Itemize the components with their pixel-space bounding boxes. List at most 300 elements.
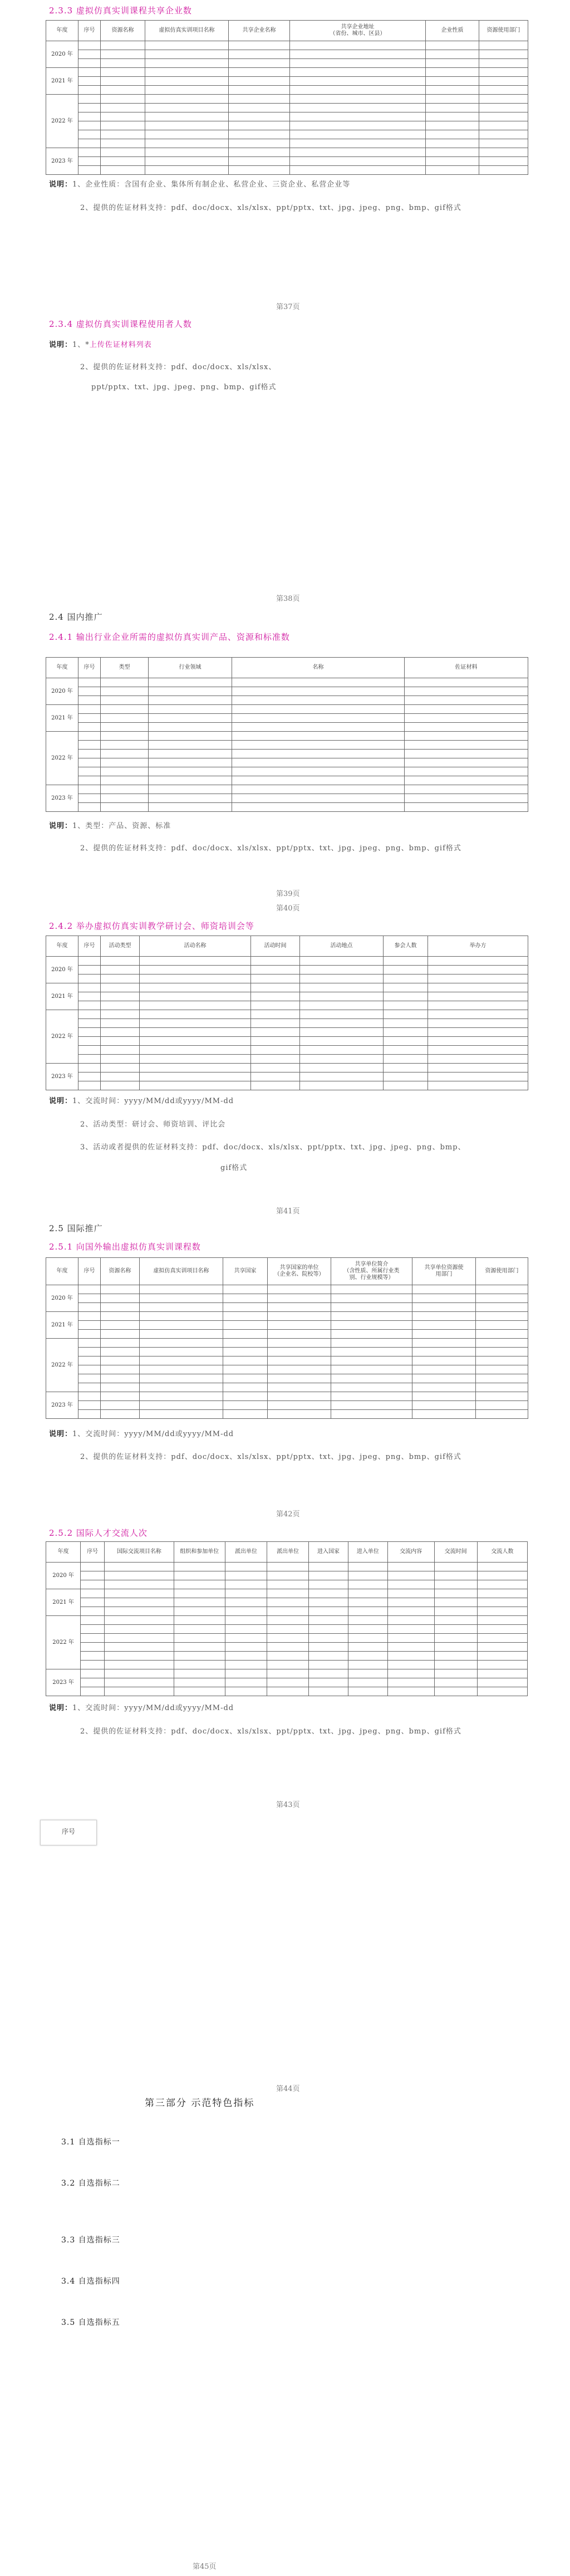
table-cell[interactable] bbox=[78, 687, 101, 696]
table-cell[interactable] bbox=[309, 1634, 348, 1643]
table-cell[interactable] bbox=[348, 1678, 387, 1687]
table-cell[interactable] bbox=[101, 59, 145, 68]
table-cell[interactable] bbox=[105, 1571, 174, 1580]
table-cell[interactable] bbox=[268, 1339, 331, 1348]
table-cell[interactable] bbox=[78, 1064, 101, 1072]
table-cell[interactable] bbox=[434, 1669, 477, 1678]
table-cell[interactable] bbox=[387, 1634, 434, 1643]
table-cell[interactable] bbox=[101, 803, 149, 812]
table-cell[interactable] bbox=[140, 992, 251, 1001]
table-cell[interactable] bbox=[384, 1028, 428, 1037]
table-cell[interactable] bbox=[232, 803, 405, 812]
table-cell[interactable] bbox=[229, 148, 290, 157]
table-cell[interactable] bbox=[101, 166, 145, 175]
table-cell[interactable] bbox=[81, 1616, 105, 1625]
table-cell[interactable] bbox=[140, 1356, 223, 1365]
table-cell[interactable] bbox=[78, 678, 101, 687]
table-cell[interactable] bbox=[78, 68, 101, 77]
table-cell[interactable] bbox=[101, 741, 149, 750]
table-cell[interactable] bbox=[268, 1312, 331, 1321]
table-cell[interactable] bbox=[101, 1348, 140, 1356]
table-cell[interactable] bbox=[105, 1607, 174, 1616]
table-cell[interactable] bbox=[78, 50, 101, 59]
table-cell[interactable] bbox=[101, 705, 149, 714]
table-cell[interactable] bbox=[384, 1037, 428, 1046]
table-cell[interactable] bbox=[78, 1312, 101, 1321]
table-cell[interactable] bbox=[387, 1571, 434, 1580]
table-cell[interactable] bbox=[479, 121, 528, 130]
table-cell[interactable] bbox=[78, 112, 101, 121]
table-cell[interactable] bbox=[140, 1374, 223, 1383]
table-cell[interactable] bbox=[223, 1410, 268, 1419]
table-cell[interactable] bbox=[412, 1410, 476, 1419]
table-cell[interactable] bbox=[78, 1392, 101, 1401]
table-cell[interactable] bbox=[412, 1303, 476, 1312]
table-cell[interactable] bbox=[300, 1072, 384, 1081]
table-cell[interactable] bbox=[140, 1072, 251, 1081]
table-cell[interactable] bbox=[223, 1356, 268, 1365]
table-cell[interactable] bbox=[225, 1616, 267, 1625]
table-cell[interactable] bbox=[232, 794, 405, 803]
table-cell[interactable] bbox=[290, 148, 426, 157]
table-cell[interactable] bbox=[101, 974, 140, 983]
table-cell[interactable] bbox=[105, 1661, 174, 1669]
table-cell[interactable] bbox=[290, 77, 426, 86]
table-cell[interactable] bbox=[309, 1669, 348, 1678]
table-cell[interactable] bbox=[140, 1392, 223, 1401]
table-cell[interactable] bbox=[140, 1010, 251, 1019]
table-cell[interactable] bbox=[309, 1563, 348, 1571]
table-cell[interactable] bbox=[78, 1028, 101, 1037]
table-cell[interactable] bbox=[251, 983, 300, 992]
table-cell[interactable] bbox=[479, 41, 528, 50]
table-cell[interactable] bbox=[78, 166, 101, 175]
table-cell[interactable] bbox=[101, 1010, 140, 1019]
table-cell[interactable] bbox=[331, 1392, 412, 1401]
table-cell[interactable] bbox=[140, 1330, 223, 1339]
table-cell[interactable] bbox=[78, 1330, 101, 1339]
table-cell[interactable] bbox=[426, 112, 479, 121]
table-cell[interactable] bbox=[149, 767, 232, 776]
table-cell[interactable] bbox=[300, 957, 384, 966]
table-cell[interactable] bbox=[140, 966, 251, 974]
table-cell[interactable] bbox=[174, 1571, 225, 1580]
table-cell[interactable] bbox=[78, 750, 101, 758]
table-cell[interactable] bbox=[476, 1285, 528, 1294]
table-cell[interactable] bbox=[145, 130, 229, 139]
table-cell[interactable] bbox=[145, 166, 229, 175]
table-cell[interactable] bbox=[232, 741, 405, 750]
table-cell[interactable] bbox=[384, 974, 428, 983]
table-cell[interactable] bbox=[101, 1055, 140, 1064]
table-cell[interactable] bbox=[309, 1643, 348, 1652]
table-cell[interactable] bbox=[140, 1303, 223, 1312]
table-cell[interactable] bbox=[78, 767, 101, 776]
table-cell[interactable] bbox=[428, 1064, 528, 1072]
table-cell[interactable] bbox=[412, 1312, 476, 1321]
table-cell[interactable] bbox=[81, 1563, 105, 1571]
table-cell[interactable] bbox=[78, 95, 101, 104]
table-cell[interactable] bbox=[384, 966, 428, 974]
table-cell[interactable] bbox=[384, 1055, 428, 1064]
table-cell[interactable] bbox=[101, 41, 145, 50]
table-cell[interactable] bbox=[78, 1321, 101, 1330]
table-cell[interactable] bbox=[290, 139, 426, 148]
table-cell[interactable] bbox=[384, 1081, 428, 1090]
table-cell[interactable] bbox=[101, 723, 149, 732]
table-cell[interactable] bbox=[81, 1669, 105, 1678]
table-cell[interactable] bbox=[149, 750, 232, 758]
table-cell[interactable] bbox=[267, 1669, 309, 1678]
table-cell[interactable] bbox=[309, 1580, 348, 1589]
table-cell[interactable] bbox=[300, 983, 384, 992]
table-cell[interactable] bbox=[140, 1046, 251, 1055]
table-cell[interactable] bbox=[145, 86, 229, 95]
table-cell[interactable] bbox=[105, 1563, 174, 1571]
table-cell[interactable] bbox=[101, 1383, 140, 1392]
table-cell[interactable] bbox=[149, 794, 232, 803]
table-cell[interactable] bbox=[251, 1001, 300, 1010]
serial-number-box[interactable]: 序号 bbox=[40, 1820, 97, 1845]
table-cell[interactable] bbox=[78, 1055, 101, 1064]
table-cell[interactable] bbox=[426, 157, 479, 166]
table-cell[interactable] bbox=[300, 1081, 384, 1090]
table-cell[interactable] bbox=[479, 50, 528, 59]
table-cell[interactable] bbox=[78, 121, 101, 130]
table-cell[interactable] bbox=[101, 1410, 140, 1419]
table-cell[interactable] bbox=[412, 1401, 476, 1410]
table-cell[interactable] bbox=[348, 1669, 387, 1678]
table-cell[interactable] bbox=[309, 1616, 348, 1625]
table-cell[interactable] bbox=[405, 750, 528, 758]
table-cell[interactable] bbox=[268, 1285, 331, 1294]
table-cell[interactable] bbox=[81, 1643, 105, 1652]
table-cell[interactable] bbox=[405, 732, 528, 741]
table-cell[interactable] bbox=[229, 157, 290, 166]
table-cell[interactable] bbox=[101, 68, 145, 77]
table-cell[interactable] bbox=[78, 1081, 101, 1090]
table-cell[interactable] bbox=[101, 112, 145, 121]
table-cell[interactable] bbox=[331, 1294, 412, 1303]
table-cell[interactable] bbox=[105, 1616, 174, 1625]
table-cell[interactable] bbox=[78, 157, 101, 166]
table-cell[interactable] bbox=[101, 1294, 140, 1303]
upload-evidence-link[interactable]: 上传佐证材料列表 bbox=[89, 341, 152, 349]
table-cell[interactable] bbox=[331, 1374, 412, 1383]
table-cell[interactable] bbox=[477, 1607, 527, 1616]
table-cell[interactable] bbox=[477, 1661, 527, 1669]
table-cell[interactable] bbox=[232, 758, 405, 767]
table-cell[interactable] bbox=[290, 50, 426, 59]
table-cell[interactable] bbox=[476, 1294, 528, 1303]
table-cell[interactable] bbox=[174, 1669, 225, 1678]
table-cell[interactable] bbox=[387, 1616, 434, 1625]
table-cell[interactable] bbox=[331, 1365, 412, 1374]
table-cell[interactable] bbox=[78, 1356, 101, 1365]
table-cell[interactable] bbox=[412, 1374, 476, 1383]
table-cell[interactable] bbox=[476, 1374, 528, 1383]
table-cell[interactable] bbox=[229, 95, 290, 104]
table-cell[interactable] bbox=[348, 1563, 387, 1571]
table-cell[interactable] bbox=[384, 957, 428, 966]
table-cell[interactable] bbox=[428, 992, 528, 1001]
table-cell[interactable] bbox=[300, 1055, 384, 1064]
table-cell[interactable] bbox=[267, 1634, 309, 1643]
table-cell[interactable] bbox=[225, 1571, 267, 1580]
table-cell[interactable] bbox=[229, 68, 290, 77]
table-cell[interactable] bbox=[232, 785, 405, 794]
table-cell[interactable] bbox=[290, 104, 426, 112]
table-cell[interactable] bbox=[290, 59, 426, 68]
table-cell[interactable] bbox=[300, 966, 384, 974]
table-cell[interactable] bbox=[428, 1001, 528, 1010]
table-cell[interactable] bbox=[267, 1580, 309, 1589]
table-cell[interactable] bbox=[101, 758, 149, 767]
table-cell[interactable] bbox=[251, 957, 300, 966]
table-cell[interactable] bbox=[476, 1356, 528, 1365]
table-cell[interactable] bbox=[479, 86, 528, 95]
table-cell[interactable] bbox=[434, 1643, 477, 1652]
table-cell[interactable] bbox=[434, 1634, 477, 1643]
table-cell[interactable] bbox=[348, 1616, 387, 1625]
table-cell[interactable] bbox=[405, 705, 528, 714]
table-cell[interactable] bbox=[78, 966, 101, 974]
table-cell[interactable] bbox=[387, 1687, 434, 1696]
table-cell[interactable] bbox=[149, 741, 232, 750]
table-cell[interactable] bbox=[229, 139, 290, 148]
table-cell[interactable] bbox=[229, 86, 290, 95]
table-cell[interactable] bbox=[268, 1383, 331, 1392]
table-cell[interactable] bbox=[477, 1687, 527, 1696]
table-cell[interactable] bbox=[290, 157, 426, 166]
table-cell[interactable] bbox=[290, 121, 426, 130]
table-cell[interactable] bbox=[81, 1571, 105, 1580]
table-cell[interactable] bbox=[81, 1580, 105, 1589]
table-cell[interactable] bbox=[101, 750, 149, 758]
table-cell[interactable] bbox=[140, 1339, 223, 1348]
table-cell[interactable] bbox=[78, 1010, 101, 1019]
table-cell[interactable] bbox=[479, 166, 528, 175]
table-cell[interactable] bbox=[476, 1365, 528, 1374]
table-cell[interactable] bbox=[81, 1598, 105, 1607]
table-cell[interactable] bbox=[428, 1081, 528, 1090]
table-cell[interactable] bbox=[149, 696, 232, 705]
table-cell[interactable] bbox=[251, 992, 300, 1001]
table-cell[interactable] bbox=[268, 1392, 331, 1401]
table-cell[interactable] bbox=[101, 139, 145, 148]
table-cell[interactable] bbox=[225, 1607, 267, 1616]
table-cell[interactable] bbox=[412, 1285, 476, 1294]
table-cell[interactable] bbox=[149, 776, 232, 785]
table-cell[interactable] bbox=[476, 1303, 528, 1312]
table-cell[interactable] bbox=[101, 776, 149, 785]
table-cell[interactable] bbox=[426, 95, 479, 104]
table-cell[interactable] bbox=[145, 77, 229, 86]
table-cell[interactable] bbox=[412, 1339, 476, 1348]
table-cell[interactable] bbox=[232, 776, 405, 785]
table-cell[interactable] bbox=[225, 1652, 267, 1661]
table-cell[interactable] bbox=[290, 112, 426, 121]
table-cell[interactable] bbox=[232, 723, 405, 732]
table-cell[interactable] bbox=[105, 1687, 174, 1696]
table-cell[interactable] bbox=[405, 803, 528, 812]
table-cell[interactable] bbox=[426, 166, 479, 175]
table-cell[interactable] bbox=[267, 1598, 309, 1607]
table-cell[interactable] bbox=[174, 1678, 225, 1687]
table-cell[interactable] bbox=[426, 50, 479, 59]
table-cell[interactable] bbox=[225, 1669, 267, 1678]
table-cell[interactable] bbox=[428, 983, 528, 992]
table-cell[interactable] bbox=[101, 1064, 140, 1072]
table-cell[interactable] bbox=[300, 1028, 384, 1037]
table-cell[interactable] bbox=[223, 1392, 268, 1401]
table-cell[interactable] bbox=[174, 1634, 225, 1643]
table-cell[interactable] bbox=[101, 785, 149, 794]
table-cell[interactable] bbox=[331, 1285, 412, 1294]
table-cell[interactable] bbox=[384, 1064, 428, 1072]
table-cell[interactable] bbox=[251, 1046, 300, 1055]
table-cell[interactable] bbox=[101, 678, 149, 687]
table-cell[interactable] bbox=[223, 1383, 268, 1392]
table-cell[interactable] bbox=[434, 1661, 477, 1669]
table-cell[interactable] bbox=[412, 1348, 476, 1356]
table-cell[interactable] bbox=[140, 1365, 223, 1374]
table-cell[interactable] bbox=[229, 166, 290, 175]
table-cell[interactable] bbox=[434, 1571, 477, 1580]
table-cell[interactable] bbox=[479, 157, 528, 166]
table-cell[interactable] bbox=[145, 112, 229, 121]
table-cell[interactable] bbox=[140, 1383, 223, 1392]
table-cell[interactable] bbox=[140, 974, 251, 983]
table-cell[interactable] bbox=[223, 1330, 268, 1339]
table-cell[interactable] bbox=[140, 1410, 223, 1419]
table-cell[interactable] bbox=[476, 1348, 528, 1356]
table-cell[interactable] bbox=[225, 1678, 267, 1687]
table-cell[interactable] bbox=[81, 1589, 105, 1598]
table-cell[interactable] bbox=[428, 1055, 528, 1064]
table-cell[interactable] bbox=[268, 1330, 331, 1339]
table-cell[interactable] bbox=[101, 1401, 140, 1410]
table-cell[interactable] bbox=[331, 1356, 412, 1365]
table-cell[interactable] bbox=[405, 741, 528, 750]
table-cell[interactable] bbox=[174, 1598, 225, 1607]
table-cell[interactable] bbox=[229, 59, 290, 68]
table-cell[interactable] bbox=[229, 112, 290, 121]
table-cell[interactable] bbox=[267, 1571, 309, 1580]
table-cell[interactable] bbox=[331, 1303, 412, 1312]
table-cell[interactable] bbox=[101, 1081, 140, 1090]
table-cell[interactable] bbox=[426, 41, 479, 50]
table-cell[interactable] bbox=[348, 1598, 387, 1607]
table-cell[interactable] bbox=[331, 1401, 412, 1410]
table-cell[interactable] bbox=[268, 1303, 331, 1312]
table-cell[interactable] bbox=[223, 1374, 268, 1383]
table-cell[interactable] bbox=[149, 723, 232, 732]
table-cell[interactable] bbox=[101, 1374, 140, 1383]
table-cell[interactable] bbox=[140, 1321, 223, 1330]
table-cell[interactable] bbox=[232, 705, 405, 714]
table-cell[interactable] bbox=[267, 1678, 309, 1687]
table-cell[interactable] bbox=[267, 1652, 309, 1661]
table-cell[interactable] bbox=[268, 1401, 331, 1410]
table-cell[interactable] bbox=[309, 1661, 348, 1669]
table-cell[interactable] bbox=[101, 130, 145, 139]
table-cell[interactable] bbox=[434, 1678, 477, 1687]
table-cell[interactable] bbox=[434, 1625, 477, 1634]
table-cell[interactable] bbox=[78, 1410, 101, 1419]
table-cell[interactable] bbox=[101, 1046, 140, 1055]
table-cell[interactable] bbox=[149, 687, 232, 696]
table-cell[interactable] bbox=[149, 678, 232, 687]
table-cell[interactable] bbox=[476, 1410, 528, 1419]
table-cell[interactable] bbox=[412, 1392, 476, 1401]
table-cell[interactable] bbox=[78, 714, 101, 723]
table-cell[interactable] bbox=[348, 1571, 387, 1580]
table-cell[interactable] bbox=[78, 1046, 101, 1055]
table-cell[interactable] bbox=[426, 77, 479, 86]
table-cell[interactable] bbox=[101, 1365, 140, 1374]
table-cell[interactable] bbox=[426, 68, 479, 77]
table-cell[interactable] bbox=[78, 1383, 101, 1392]
table-cell[interactable] bbox=[145, 104, 229, 112]
table-cell[interactable] bbox=[348, 1687, 387, 1696]
table-cell[interactable] bbox=[101, 714, 149, 723]
table-cell[interactable] bbox=[428, 1072, 528, 1081]
table-cell[interactable] bbox=[78, 1285, 101, 1294]
table-cell[interactable] bbox=[78, 104, 101, 112]
table-cell[interactable] bbox=[140, 983, 251, 992]
table-cell[interactable] bbox=[251, 966, 300, 974]
table-cell[interactable] bbox=[331, 1383, 412, 1392]
table-cell[interactable] bbox=[101, 50, 145, 59]
table-cell[interactable] bbox=[174, 1589, 225, 1598]
table-cell[interactable] bbox=[78, 785, 101, 794]
table-cell[interactable] bbox=[101, 95, 145, 104]
table-cell[interactable] bbox=[149, 803, 232, 812]
table-cell[interactable] bbox=[78, 148, 101, 157]
table-cell[interactable] bbox=[428, 1019, 528, 1028]
table-cell[interactable] bbox=[78, 1019, 101, 1028]
table-cell[interactable] bbox=[426, 139, 479, 148]
table-cell[interactable] bbox=[348, 1652, 387, 1661]
table-cell[interactable] bbox=[78, 1401, 101, 1410]
table-cell[interactable] bbox=[78, 1374, 101, 1383]
table-cell[interactable] bbox=[426, 148, 479, 157]
table-cell[interactable] bbox=[300, 1019, 384, 1028]
table-cell[interactable] bbox=[387, 1678, 434, 1687]
table-cell[interactable] bbox=[101, 86, 145, 95]
table-cell[interactable] bbox=[251, 1037, 300, 1046]
table-cell[interactable] bbox=[101, 687, 149, 696]
table-cell[interactable] bbox=[268, 1294, 331, 1303]
table-cell[interactable] bbox=[267, 1563, 309, 1571]
table-cell[interactable] bbox=[309, 1589, 348, 1598]
table-cell[interactable] bbox=[405, 723, 528, 732]
table-cell[interactable] bbox=[476, 1312, 528, 1321]
table-cell[interactable] bbox=[232, 696, 405, 705]
table-cell[interactable] bbox=[309, 1598, 348, 1607]
table-cell[interactable] bbox=[267, 1607, 309, 1616]
table-cell[interactable] bbox=[434, 1589, 477, 1598]
table-cell[interactable] bbox=[477, 1616, 527, 1625]
table-cell[interactable] bbox=[290, 130, 426, 139]
table-cell[interactable] bbox=[476, 1339, 528, 1348]
table-cell[interactable] bbox=[78, 741, 101, 750]
table-cell[interactable] bbox=[101, 966, 140, 974]
table-cell[interactable] bbox=[384, 992, 428, 1001]
table-cell[interactable] bbox=[223, 1365, 268, 1374]
table-cell[interactable] bbox=[428, 966, 528, 974]
